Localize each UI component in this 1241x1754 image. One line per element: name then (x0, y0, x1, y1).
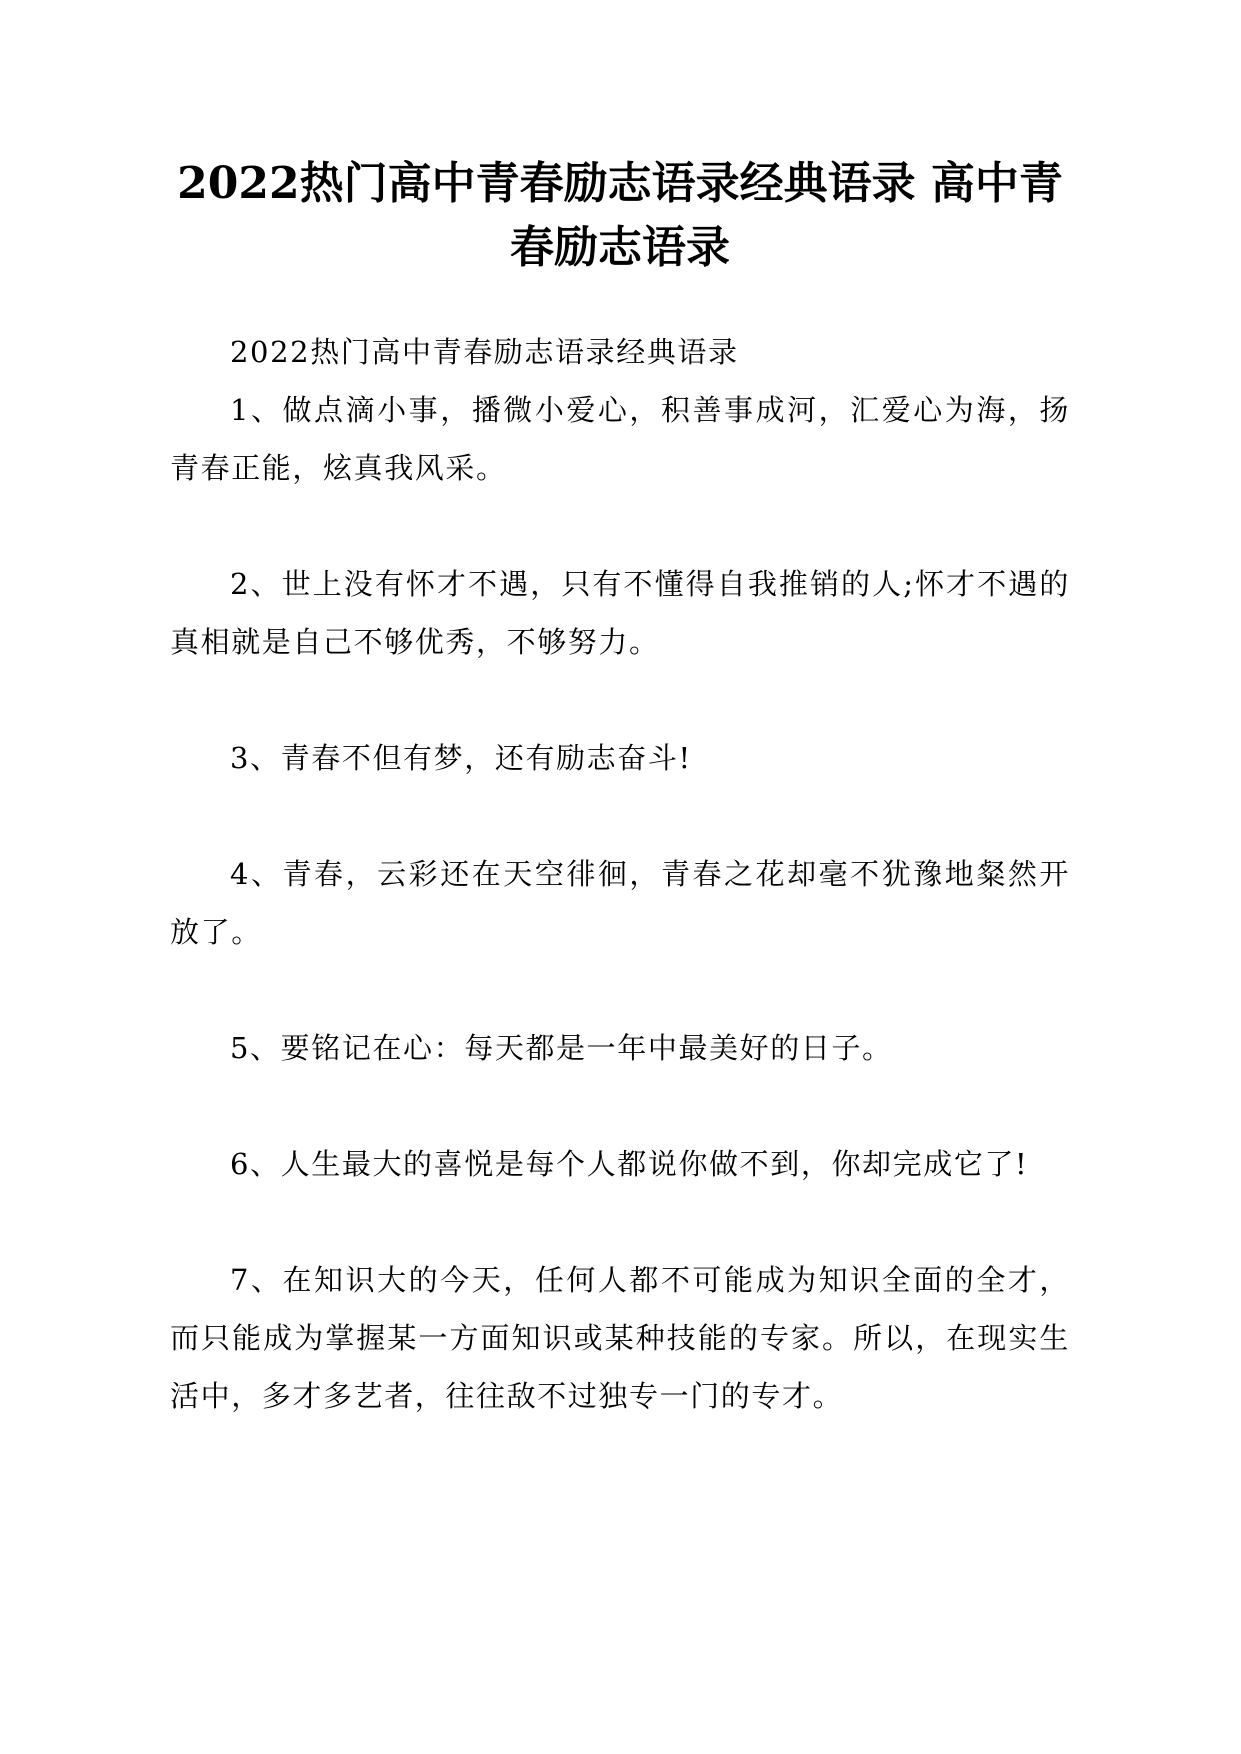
document-body (170, 323, 1070, 1425)
document-title: 2022热门高中青春励志语录经典语录 高中青春励志语录 (177, 158, 1063, 273)
quote-item-1: 1、做点滴小事，播微小爱心，积善事成河，汇爱心为海，扬青春正能，炫真我风采。 (170, 393, 1070, 485)
quote-item-2: 2、世上没有怀才不遇，只有不懂得自我推销的人;怀才不遇的真相就是自己不够优秀，不够努力。 (170, 567, 1070, 659)
quote-item-6: 6、人生最大的喜悦是每个人都说你做不到，你却完成它了! (230, 1147, 1029, 1181)
quote-item-3: 3、青春不但有梦，还有励志奋斗! (230, 741, 692, 775)
quote-item-4: 4、青春，云彩还在天空徘徊，青春之花却毫不犹豫地粲然开放了。 (170, 857, 1070, 949)
quote-item-7: 7、在知识大的今天，任何人都不可能成为知识全面的全才，而只能成为掌握某一方面知识或某种技能的专家。所以，在现实生活中，多才多艺者，往往敌不过独专一门的专才。 (170, 1263, 1070, 1413)
quote-item-5: 5、要铭记在心：每天都是一年中最美好的日子。 (230, 1031, 893, 1065)
document-subtitle: 2022热门高中青春励志语录经典语录 (230, 335, 739, 369)
